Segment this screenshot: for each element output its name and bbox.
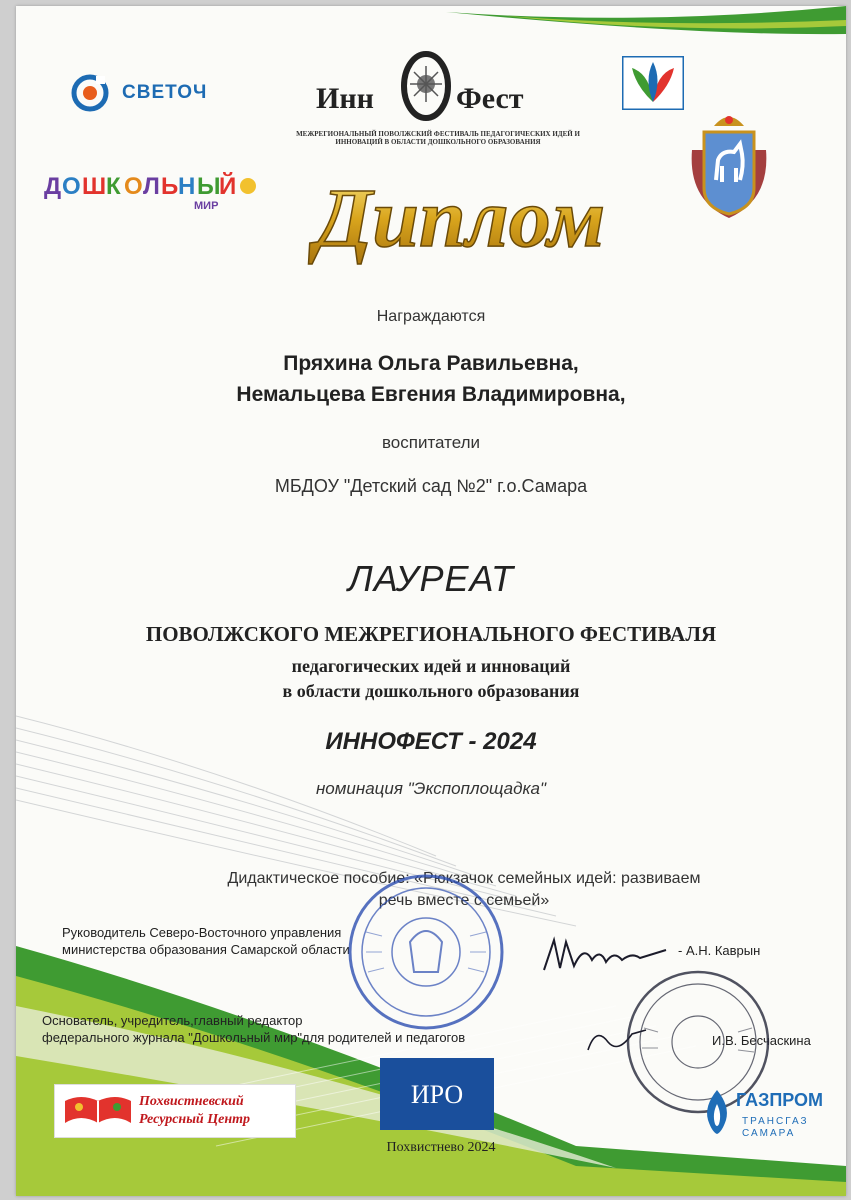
svg-text:МИР: МИР [194, 200, 219, 212]
innofest-logo [306, 46, 566, 126]
signer-1-name: - А.Н. Каврын [678, 943, 761, 958]
awardee-organization: МБДОУ "Детский сад №2" г.о.Самара [274, 476, 588, 496]
resource-center-line-1: Похвистневский [139, 1094, 244, 1109]
profsoyuz-logo [622, 56, 684, 110]
svg-text:Ы: Ы [197, 173, 221, 200]
doshkolny-mir-logo [42, 166, 262, 212]
signer-2-role-1: Основатель, учредитель,главный редактор [42, 1013, 303, 1028]
svg-text:О: О [124, 173, 143, 200]
svetoch-emblem-icon [70, 72, 112, 112]
samara-coat-of-arms [688, 110, 770, 220]
svg-text:Ь: Ь [161, 173, 179, 200]
resource-center-text [139, 1093, 250, 1129]
awardee-name-1: Пряхина Ольга Равильевна, [283, 352, 579, 375]
festival-lines [16, 654, 846, 704]
svg-text:Л: Л [143, 173, 160, 200]
signer-1-role-2: министерства образования Самарской области [62, 942, 350, 957]
svg-text:К: К [106, 173, 121, 200]
festival-name: ИННОФЕСТ - 2024 [325, 728, 537, 755]
diploma-title [270, 166, 650, 266]
signature-block-2 [42, 1012, 602, 1046]
gazprom-subtitle [742, 1116, 809, 1140]
official-stamp-1 [346, 872, 506, 1032]
diploma-sheet [16, 6, 846, 1196]
nomination: номинация "Экспоплощадка" [315, 779, 547, 798]
svg-text:Ш: Ш [82, 173, 107, 200]
gazprom-logo [692, 1084, 832, 1144]
svg-text:Н: Н [178, 173, 196, 200]
awarded-line: Награждаются [376, 308, 486, 325]
awardee-role: воспитатели [381, 433, 481, 452]
gazprom-flame-icon [700, 1088, 734, 1136]
festival-line-2: педагогических идей и инноваций [291, 656, 571, 676]
svetoch-logo [70, 72, 220, 112]
awardee-name-2: Немальцева Евгения Владимировна, [236, 383, 626, 406]
innofest-subtitle: МЕЖРЕГИОНАЛЬНЫЙ ПОВОЛЖСКИЙ ФЕСТИВАЛЬ ПЕДАГОГИЧЕСКИХ ИДЕЙ И ИННОВАЦИЙ В ОБЛАСТИ ДОШКОЛЬНОГО ОБРАЗОВАНИЯ [296, 130, 580, 146]
gazprom-subtitle-2: САМАРА [742, 1128, 796, 1139]
festival-line-3: в области дошкольного образования [282, 681, 580, 701]
iro-logo [380, 1058, 494, 1130]
resource-center-line-2: Ресурсный Центр [139, 1112, 250, 1127]
innofest-emblem-icon [398, 46, 454, 122]
signer-1-role-1: Руководитель Северо-Восточного управления [62, 925, 342, 940]
resource-center-logo [54, 1084, 296, 1138]
svg-text:Й: Й [219, 173, 237, 200]
gazprom-subtitle-1: ТРАНСГАЗ [742, 1116, 809, 1127]
signer-2-role-2: федерального журнала "Дошкольный мир"для родителей и педагогов [42, 1030, 466, 1045]
iro-label: ИРО [410, 1080, 464, 1109]
signer-2-name: И.В. Бесчаскина [712, 1033, 811, 1048]
top-green-swoosh [446, 6, 846, 46]
gazprom-label: ГАЗПРОМ [736, 1090, 824, 1110]
svg-text:Д: Д [44, 173, 62, 200]
innofest-right-text: Фест [456, 82, 524, 115]
didactic-manual-line-1: Дидактическое пособие: «Рюкзачок семейных идей: развиваем [227, 870, 701, 887]
svg-text:О: О [62, 173, 81, 200]
city-year: Похвистнево 2024 [386, 1140, 496, 1155]
open-book-icon [61, 1093, 135, 1129]
svetoch-label: СВЕТОЧ [122, 82, 208, 103]
festival-line-1: ПОВОЛЖСКОГО МЕЖРЕГИОНАЛЬНОГО ФЕСТИВАЛЯ [145, 622, 717, 646]
didactic-manual-line-2: речь вместе с семьей» [378, 892, 550, 909]
awardee-names [16, 348, 846, 410]
innofest-left-text: Инн [316, 82, 374, 115]
diploma-title-text: Диплом [314, 172, 606, 265]
doshkolny-mir-logo-art [42, 166, 262, 212]
laureat-title: ЛАУРЕАТ [348, 558, 514, 599]
